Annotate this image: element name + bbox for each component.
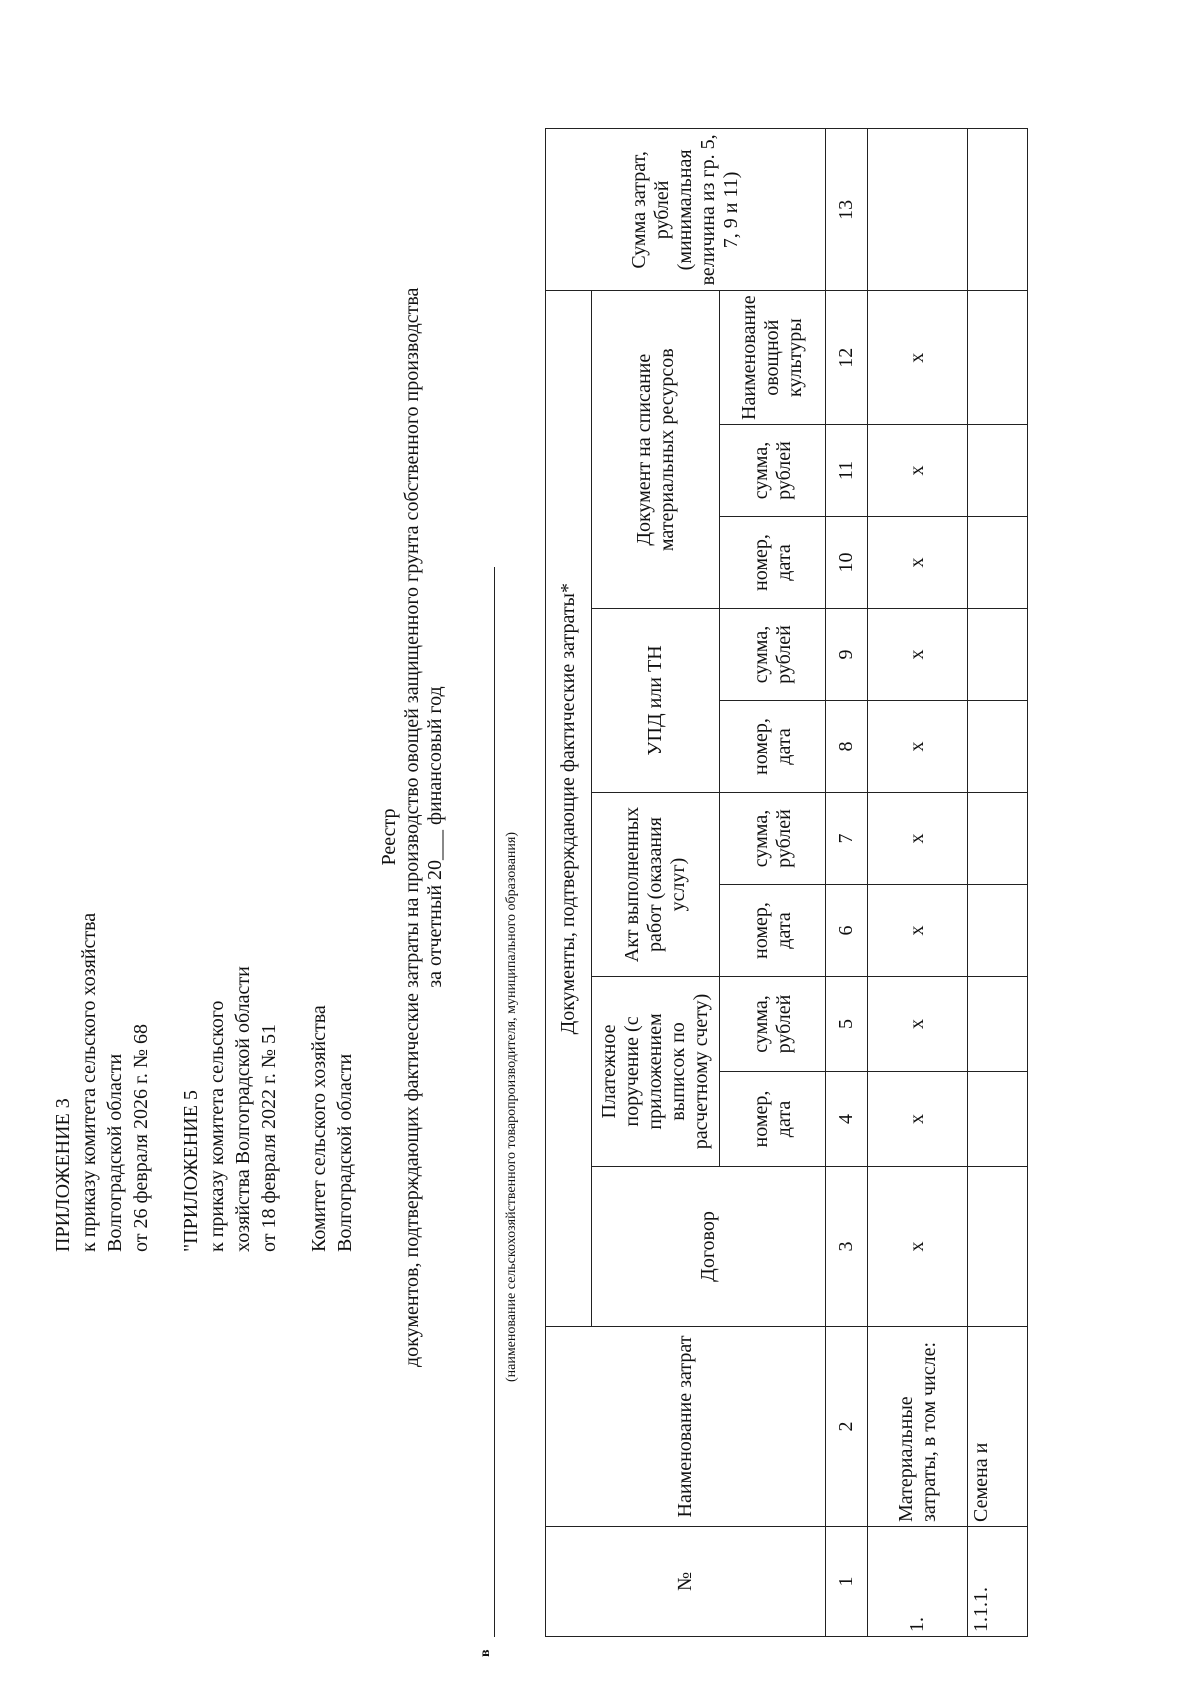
- table-cell: x: [868, 517, 968, 609]
- appendix-header: [50, 913, 382, 1252]
- column-number: 4: [826, 1072, 868, 1167]
- register-table: [545, 128, 1028, 1637]
- table-cell: [968, 425, 1028, 517]
- table-row: [868, 129, 968, 1637]
- table-cell: [968, 1167, 1028, 1327]
- column-number: 2: [826, 1327, 868, 1527]
- header-no: №: [546, 1527, 826, 1637]
- row-number: 1.: [868, 1527, 968, 1637]
- table-cell: [968, 885, 1028, 977]
- header-payment-order: Платежное поручение (с приложением выписок по расчетному счету): [592, 977, 720, 1167]
- addressee-line: Волгоградской области: [334, 1053, 356, 1252]
- column-number: 7: [826, 793, 868, 885]
- addressee-line: Комитет сельского хозяйства: [308, 1005, 330, 1252]
- table-cell: [968, 701, 1028, 793]
- table-cell: x: [868, 701, 968, 793]
- appendix-line: к приказу комитета сельского хозяйства: [78, 912, 100, 1252]
- title-period: за отчетный 20___ финансовый год: [424, 686, 446, 988]
- table-cell: x: [868, 793, 968, 885]
- table-cell: [968, 1072, 1028, 1167]
- prev-appendix-title: "ПРИЛОЖЕНИЕ 5: [180, 1090, 202, 1252]
- sub-number-date: номер, дата: [720, 701, 826, 793]
- prev-appendix-date: от 18 февраля 2022 г. № 51: [258, 1023, 280, 1252]
- title-description: документов, подтверждающих фактические затраты на производство овощей защищенного грунта собственного производства: [401, 287, 423, 1367]
- table-cell: [968, 793, 1028, 885]
- appendix-date: от 26 февраля 2026 г. № 68: [130, 1023, 152, 1252]
- row-cost-name: Материальные затраты, в том числе:: [868, 1327, 968, 1527]
- table-cell: x: [868, 1072, 968, 1167]
- header-cost-name: Наименование затрат: [546, 1327, 826, 1527]
- sub-sum: сумма, рублей: [720, 425, 826, 517]
- column-number: 9: [826, 609, 868, 701]
- sub-sum: сумма, рублей: [720, 793, 826, 885]
- column-number: 8: [826, 701, 868, 793]
- column-number: 6: [826, 885, 868, 977]
- table-cell: x: [868, 609, 968, 701]
- sub-sum: сумма, рублей: [720, 609, 826, 701]
- sub-number-date: номер, дата: [720, 517, 826, 609]
- column-number: 13: [826, 129, 868, 291]
- header-writeoff: Документ на списание материальных ресурсов: [592, 291, 720, 609]
- register-title: [378, 287, 447, 1367]
- row-cost-name: Семена и: [968, 1327, 1028, 1527]
- table-cell: [968, 517, 1028, 609]
- column-number-row: [826, 129, 868, 1637]
- table-cell: x: [868, 1167, 968, 1327]
- sub-sum: сумма, рублей: [720, 977, 826, 1072]
- column-number: 12: [826, 291, 868, 425]
- table-cell: x: [868, 977, 968, 1072]
- header-work-act: Акт выполненных работ (оказания услуг): [592, 793, 720, 977]
- column-number: 1: [826, 1527, 868, 1637]
- header-total-sum: Сумма затрат, рублей (минимальная величина из гр. 5, 7, 9 и 11): [546, 129, 826, 291]
- table-row: [968, 129, 1028, 1637]
- title-heading: Реестр: [378, 808, 400, 866]
- header-upd: УПД или ТН: [592, 609, 720, 793]
- column-number: 11: [826, 425, 868, 517]
- producer-prefix: в: [478, 1649, 493, 1657]
- sub-number-date: номер, дата: [720, 885, 826, 977]
- table-cell: [868, 129, 968, 291]
- prev-appendix-line: хозяйства Волгоградской области: [232, 966, 254, 1252]
- column-number: 5: [826, 977, 868, 1072]
- table-cell: [968, 291, 1028, 425]
- table-cell: x: [868, 885, 968, 977]
- row-number: 1.1.1.: [968, 1527, 1028, 1637]
- table-cell: [968, 129, 1028, 291]
- appendix-title: ПРИЛОЖЕНИЕ 3: [52, 1098, 74, 1252]
- appendix-line: Волгоградской области: [104, 1053, 126, 1252]
- header-contract: Договор: [592, 1167, 826, 1327]
- table-cell: [968, 977, 1028, 1072]
- header-documents: Документы, подтверждающие фактические затраты*: [546, 291, 592, 1327]
- table-cell: x: [868, 291, 968, 425]
- column-number: 3: [826, 1167, 868, 1327]
- column-number: 10: [826, 517, 868, 609]
- table-cell: x: [868, 425, 968, 517]
- prev-appendix-line: к приказу комитета сельского: [206, 1000, 228, 1252]
- producer-caption: (наименование сельскохозяйственного товаропроизводителя, муниципального образования): [504, 831, 519, 1383]
- table-cell: [968, 609, 1028, 701]
- producer-fill-line: [494, 567, 495, 1637]
- sub-number-date: номер, дата: [720, 1072, 826, 1167]
- sub-crop-name: Наименование овощной культуры: [720, 291, 826, 425]
